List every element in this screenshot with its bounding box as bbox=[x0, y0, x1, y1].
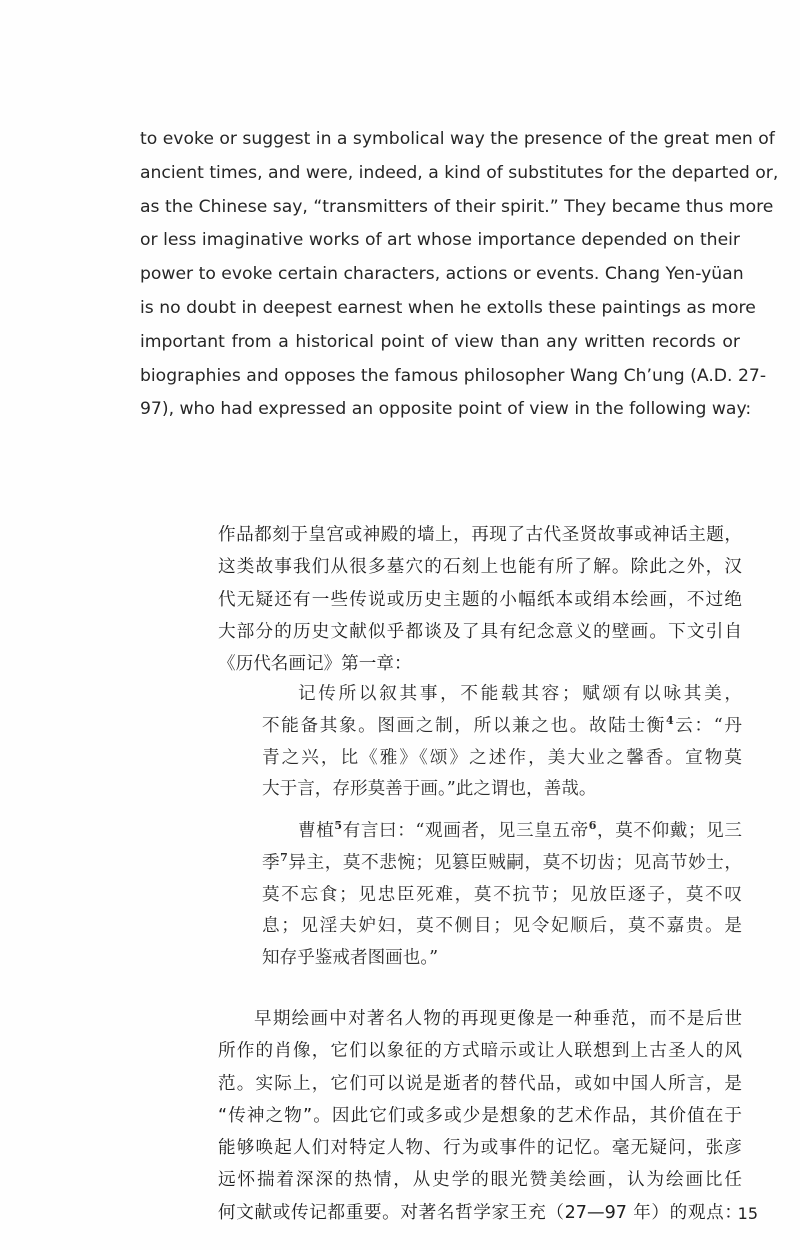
chinese-line: 作品都刻于皇宫或神殿的墙上，再现了古代圣贤故事或神话主题， bbox=[218, 525, 742, 545]
chinese-line: 何文献或传记都重要。对著名哲学家王充（27—97 年）的观点： bbox=[218, 1202, 742, 1223]
quote-text: 有言曰：“观画者，见三皇五帝 bbox=[342, 821, 589, 841]
english-paragraph bbox=[140, 123, 779, 427]
english-line: to evoke or suggest in a symbolical way the presence of the great men of bbox=[140, 129, 775, 149]
quote-line: 记传所以叙其事，不能载其容；赋颂有以咏其美， bbox=[298, 684, 742, 704]
chinese-line: “传神之物”。因此它们或多或少是想象的艺术作品，其价值在于 bbox=[218, 1105, 742, 1126]
page-number: 15 bbox=[737, 1204, 758, 1223]
english-line: power to evoke certain characters, actions or events. Chang Yen-yüan bbox=[140, 264, 744, 285]
chinese-line: 所作的肖像，它们以象征的方式暗示或让人联想到上古圣人的风 bbox=[218, 1041, 742, 1062]
quote-line: 青之兴，比《雅》《颂》之述作，美大业之馨香。宣物莫 bbox=[262, 747, 742, 768]
english-line: ancient times, and were, indeed, a kind of substitutes for the departed or, bbox=[140, 162, 779, 183]
english-line: is no doubt in deepest earnest when he extolls these paintings as more bbox=[140, 297, 756, 318]
chinese-line: 能够唤起人们对特定人物、行为或事件的记忆。毫无疑问，张彦 bbox=[218, 1138, 742, 1159]
quote-line: 息；见淫夫妒妇，莫不侧目；见令妃顺后，莫不嘉贵。是 bbox=[262, 916, 742, 937]
quote-block-1 bbox=[262, 679, 742, 806]
footnote-marker: 4 bbox=[665, 713, 674, 727]
quote-text: 异主，莫不悲惋；见篡臣贼嗣，莫不切齿；见高节妙士， bbox=[287, 852, 742, 873]
quote-line bbox=[262, 816, 742, 848]
chinese-line: 这类故事我们从很多墓穴的石刻上也能有所了解。除此之外，汉 bbox=[218, 557, 742, 578]
quote-line bbox=[262, 848, 742, 880]
quote-line bbox=[262, 711, 742, 743]
footnote-marker: 7 bbox=[280, 850, 288, 864]
footnote-marker: 6 bbox=[588, 819, 597, 832]
quote-text: 曹植 bbox=[298, 821, 335, 841]
english-line: or less imaginative works of art whose importance depended on their bbox=[140, 230, 740, 251]
quote-text: 云：“丹 bbox=[673, 715, 742, 736]
english-line: as the Chinese say, “transmitters of their spirit.” They became thus more bbox=[140, 196, 774, 217]
quote-line: 大于言，存形莫善于画。”此之谓也，善哉。 bbox=[262, 779, 597, 800]
chinese-paragraph-2 bbox=[218, 1003, 742, 1229]
footnote-marker: 5 bbox=[334, 819, 343, 832]
chinese-line: 大部分的历史文献似乎都谈及了具有纪念意义的壁画。下文引自 bbox=[218, 621, 742, 642]
chinese-line: 代无疑还有一些传说或历史主题的小幅纸本或绢本绘画，不过绝 bbox=[218, 589, 742, 610]
english-line: biographies and opposes the famous philosopher Wang Ch’ung (A.D. 27- bbox=[140, 365, 767, 386]
english-line: 97), who had expressed an opposite point of view in the following way: bbox=[140, 399, 752, 420]
chinese-line: 范。实际上，它们可以说是逝者的替代品，或如中国人所言，是 bbox=[218, 1073, 742, 1094]
quote-text: 不能备其象。图画之制，所以兼之也。故陆士衡 bbox=[262, 715, 666, 736]
chinese-line: 远怀揣着深深的热情，从史学的眼光赞美绘画，认为绘画比任 bbox=[218, 1170, 742, 1191]
quote-text: ，莫不仰戴；见三 bbox=[596, 821, 742, 841]
quote-line: 知存乎鉴戒者图画也。” bbox=[262, 948, 439, 969]
english-line: important from a historical point of view than any written records or bbox=[140, 331, 740, 352]
chinese-line: 早期绘画中对著名人物的再现更像是一种垂范，而不是后世 bbox=[254, 1009, 742, 1029]
chinese-paragraph-1 bbox=[218, 519, 742, 680]
quote-text: 季 bbox=[262, 852, 281, 873]
chinese-line: 《历代名画记》第一章： bbox=[218, 654, 412, 675]
quote-block-2 bbox=[262, 816, 742, 975]
quote-line: 莫不忘食；见忠臣死难，莫不抗节；见放臣逐子，莫不叹 bbox=[262, 884, 742, 905]
